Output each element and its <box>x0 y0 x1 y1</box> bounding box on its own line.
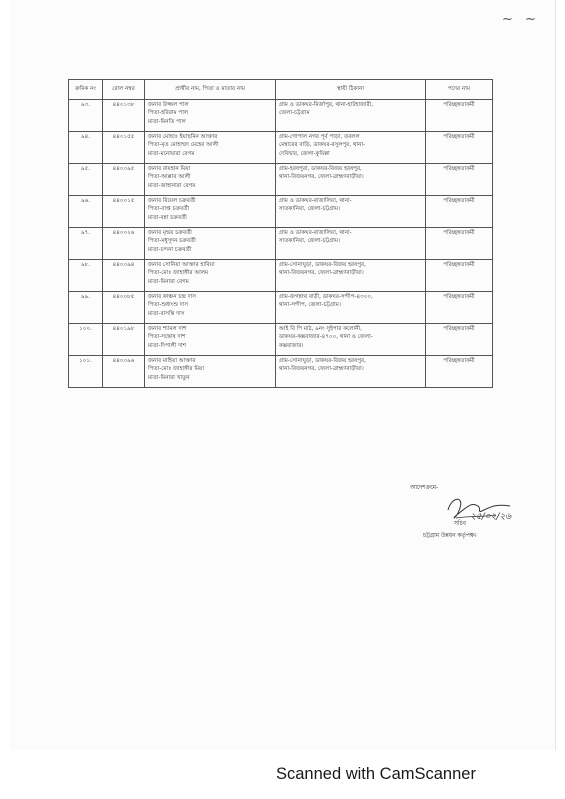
name-cell <box>145 292 276 324</box>
name-line: মাতা-দিপালী দাশ <box>148 342 186 349</box>
address-line: থানা-বিজয়নগর, জেলা-ব্রাহ্মণবাড়ীয়া। <box>279 174 364 181</box>
address-line: দেবিদ্বার, জেলা-কুমিল্লা <box>279 150 330 157</box>
serial-cell: ৯৯. <box>69 292 103 324</box>
name-cell <box>145 356 276 388</box>
address-line: সাতকানিয়া, জেলা-চট্টগ্রাম। <box>279 206 341 213</box>
roll-cell: ৪৪০০৮৫ <box>103 292 145 324</box>
address-line: কক্সবাজার। <box>279 342 304 349</box>
name-line: পিতা-মোঃ জাহাঙ্গীর মিয়া <box>148 366 204 373</box>
name-cell <box>145 164 276 196</box>
name-line: মাতা-চন্দনা চক্রবর্তী <box>148 246 192 253</box>
address-cell <box>276 164 426 196</box>
post-cell: পরিচ্ছন্নতাকর্মী <box>426 260 493 292</box>
post-cell: পরিচ্ছন্নতাকর্মী <box>426 132 493 164</box>
name-line: জনাব রায়হান মিয়া <box>148 166 191 172</box>
name-cell <box>145 196 276 228</box>
name-line: পিতা-মৃত মোহাম্মদ মেহের আলী <box>148 142 219 149</box>
post-cell: পরিচ্ছন্নতাকর্মী <box>426 100 493 132</box>
name-line: মাতা-মনোয়ারা বেগম <box>148 150 195 157</box>
address-line: গ্রাম ও ডাকঘর-বাজালিয়া, থানা- <box>279 230 352 236</box>
signature-office: চট্টগ্রাম উন্নয়ন কর্তৃপক্ষ। <box>423 533 477 539</box>
name-line: জনাব উজ্জল পাল <box>148 102 189 108</box>
roll-cell: ৪৪০০৯৪ <box>103 260 145 292</box>
serial-cell: ১০০. <box>69 324 103 356</box>
header-address: স্থায়ী ঠিকানা <box>276 80 426 100</box>
table-row <box>69 100 493 132</box>
signature-designation: সচিব <box>454 521 466 527</box>
name-line: মাতা-মিনারা বেগম <box>148 278 189 285</box>
table-row <box>69 164 493 196</box>
name-line: মাতা-মিনারা খাতুন <box>148 374 190 381</box>
table-row <box>69 260 493 292</box>
name-line: জনাব সোনিয়া আক্তার হাবিয়া <box>148 262 215 268</box>
table-row <box>69 228 493 260</box>
candidate-table <box>68 79 493 388</box>
post-cell: পরিচ্ছন্নতাকর্মী <box>426 324 493 356</box>
post-cell: পরিচ্ছন্নতাকর্মী <box>426 164 493 196</box>
post-cell: পরিচ্ছন্নতাকর্মী <box>426 228 493 260</box>
post-cell: পরিচ্ছন্নতাকর্মী <box>426 356 493 388</box>
serial-cell: ১০১. <box>69 356 103 388</box>
name-line: পিতা-মধুসূদন চক্রবর্তী <box>148 238 196 245</box>
address-line: গ্রাম-গোপাল নগর পূর্ব পাড়া, তবলল <box>279 134 360 140</box>
address-line: জেলা-চট্টগ্রাম <box>279 110 310 117</box>
header-serial: ক্রমিক নং <box>69 80 103 100</box>
signature-date: ২৫/০২/২৬ <box>470 512 512 522</box>
address-cell <box>276 356 426 388</box>
address-cell <box>276 100 426 132</box>
roll-cell: ৪৪০১৫৫ <box>103 132 145 164</box>
address-line: গ্রাম-জগন্নাথ বাড়ী, ডাকঘর-সন্দীপ-৪৩০০, <box>279 294 373 300</box>
name-line: পিতা-শুধাংশু দাস <box>148 302 189 309</box>
address-cell <box>276 196 426 228</box>
name-line: জনাব মোছাঃ ইয়াছমিন আক্তার <box>148 134 218 140</box>
address-cell <box>276 228 426 260</box>
roll-cell: ৪৪০১৯৮ <box>103 324 145 356</box>
name-line: পিতা-বাপ্ত চক্রবর্তী <box>148 206 189 213</box>
signature-by-order: আদেশক্রমে- <box>410 485 439 491</box>
roll-cell: ৪৪০০৯৫ <box>103 164 145 196</box>
name-line: পিতা-হরিরাম পাল <box>148 110 189 117</box>
address-line: গ্রাম ও ডাকঘর-বাজালিয়া, থানা- <box>279 198 352 204</box>
roll-cell: ৪৪০০১৫ <box>103 196 145 228</box>
name-line: জনাব রিয়েল চক্রবর্তী <box>148 198 196 204</box>
table-row <box>69 356 493 388</box>
header-roll: রোল নম্বর <box>103 80 145 100</box>
name-line: জনাব মাহিয়া আক্তার <box>148 358 196 364</box>
address-line: থানা-বিজয়নগর, জেলা-ব্রাহ্মণবাড়ীয়া। <box>279 366 364 373</box>
name-cell <box>145 132 276 164</box>
name-line: মাতা-বাসন্তি দাস <box>148 310 185 317</box>
name-line: জনাব শ্যামল দাশ <box>148 326 187 332</box>
address-cell <box>276 292 426 324</box>
serial-cell: ৯৩. <box>69 100 103 132</box>
address-line: গ্রাম-সোনাঘুড়া, ডাকঘর-বিজয় হরষপুর, <box>279 358 366 364</box>
table-header-row <box>69 80 493 100</box>
header-post: পদের নাম <box>426 80 493 100</box>
address-line: গ্রাম-সোনাঘুড়া, ডাকঘর-বিজয় হরষপুর, <box>279 262 366 268</box>
name-line: পিতা-সন্তোষ দাশ <box>148 334 186 341</box>
address-line: গ্রাম ও ডাকঘর-মির্জাপুর, থানা-হাটহাজারী, <box>279 102 374 108</box>
roll-cell: ৪৪০০৯৬ <box>103 356 145 388</box>
name-line: পিতা-মোঃ জাহাঙ্গীর আলম <box>148 270 209 277</box>
scanner-watermark: Scanned with CamScanner <box>276 765 476 783</box>
name-line: জনাব কাঞ্চন চন্দ্র দাস <box>148 294 196 300</box>
table-row <box>69 196 493 228</box>
address-line: সাতকানিয়া, জেলা-চট্টগ্রাম। <box>279 238 341 245</box>
address-line: থানা-সন্দীপ, জেলা-চট্টগ্রাম। <box>279 302 341 309</box>
address-line: মেম্বারের বাড়ি, ডাকঘর-রসুলপুর, থানা- <box>279 142 366 149</box>
table-row <box>69 324 493 356</box>
serial-cell: ৯৫. <box>69 164 103 196</box>
serial-cell: ৯৬. <box>69 196 103 228</box>
name-cell <box>145 228 276 260</box>
address-cell <box>276 260 426 292</box>
address-cell <box>276 132 426 164</box>
serial-cell: ৯৮. <box>69 260 103 292</box>
serial-cell: ৯৭. <box>69 228 103 260</box>
post-cell: পরিচ্ছন্নতাকর্মী <box>426 196 493 228</box>
name-line: জনাব মৃন্ময় চক্রবর্তী <box>148 230 192 236</box>
address-line: ডাকঘর-কক্সবাজার-৪৭০০, থানা ও জেলা- <box>279 334 373 341</box>
name-line: পিতা-আল্লাব আলী <box>148 174 191 181</box>
name-cell <box>145 260 276 292</box>
roll-cell: ৪৪০১৩৮ <box>103 100 145 132</box>
table-body <box>69 100 493 388</box>
corner-pen-mark: ~ ~ <box>502 12 540 27</box>
address-line: আই বি পি মাঠ, ৯নং সুইপার কলোনী, <box>279 326 362 332</box>
post-cell: পরিচ্ছন্নতাকর্মী <box>426 292 493 324</box>
name-line: মাতা-বন্না চক্রবর্তী <box>148 214 187 221</box>
name-line: মাতা-জাহানারা বেগম <box>148 182 196 189</box>
name-cell <box>145 324 276 356</box>
table-row <box>69 132 493 164</box>
header-name: প্রার্থীর নাম, পিতা ও মাতার নাম <box>145 80 276 100</box>
table-row <box>69 292 493 324</box>
name-line: মাতা-মিনতি পাল <box>148 118 186 125</box>
address-line: গ্রাম-হরষপুরা, ডাকঘর-বিজয় হরষপুর, <box>279 166 362 172</box>
roll-cell: ৪৪০০২৬ <box>103 228 145 260</box>
serial-cell: ৯৪. <box>69 132 103 164</box>
name-cell <box>145 100 276 132</box>
address-cell <box>276 324 426 356</box>
address-line: থানা-বিজয়নগর, জেলা-ব্রাহ্মণবাড়ীয়া। <box>279 270 364 277</box>
